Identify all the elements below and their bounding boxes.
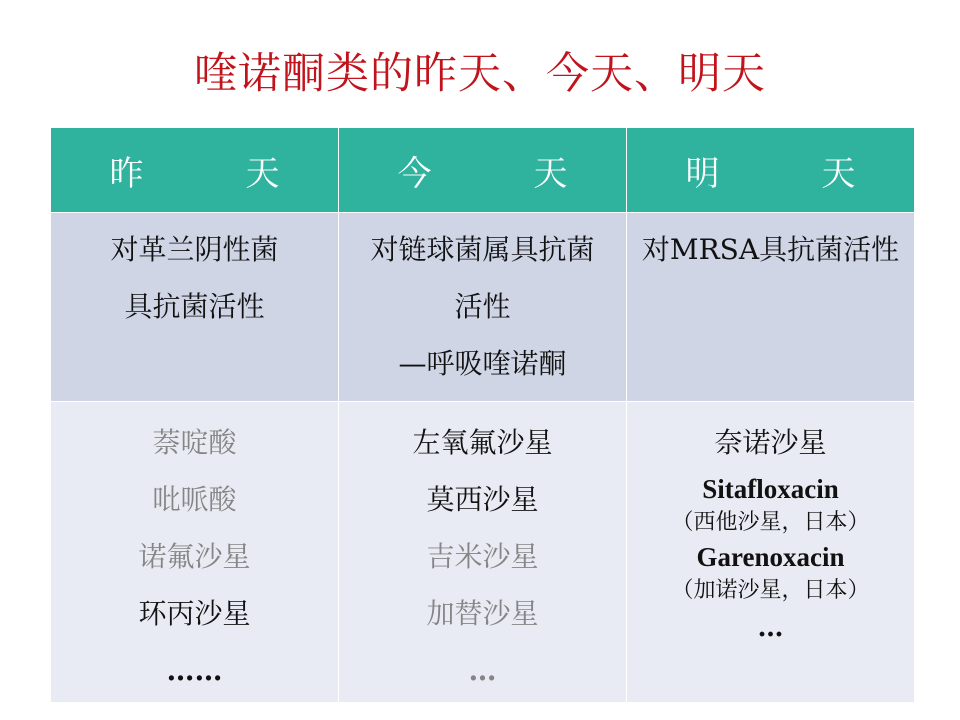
drugs-yesterday-cell [51, 402, 339, 703]
table-header-row [51, 128, 915, 213]
ellipsis: … [757, 613, 784, 643]
slide-title: 喹诺酮类的昨天、今天、明天 [194, 49, 766, 99]
activity-tomorrow-cell [627, 213, 915, 402]
drug-name: 奈诺沙星 [714, 426, 827, 459]
drugs-tomorrow-cell [627, 402, 915, 703]
activity-yesterday-cell [51, 213, 339, 402]
drug-name-english: Sitafloxacin [702, 474, 839, 504]
drugs-row [51, 402, 915, 703]
drug-name: 莫西沙星 [426, 483, 539, 516]
drug-name-english: Garenoxacin [696, 542, 845, 572]
ellipsis: …… [166, 654, 223, 687]
activity-text: 具抗菌活性 [124, 290, 265, 323]
activity-text: 对革兰阴性菌 [110, 233, 279, 266]
header-today: 今 天 [339, 128, 627, 213]
drug-name: 萘啶酸 [152, 426, 237, 459]
drug-name: 加替沙星 [426, 597, 539, 630]
header-yesterday: 昨 天 [51, 128, 339, 213]
drug-note: （西他沙星，日本） [671, 510, 870, 535]
ellipsis: … [468, 654, 497, 687]
activity-text: 对链球菌属具抗菌 [370, 233, 595, 266]
activity-text: 活性 [454, 290, 511, 323]
drug-name: 吉米沙星 [426, 540, 539, 573]
drugs-today-cell [339, 402, 627, 703]
activity-text: —呼吸喹诺酮 [398, 347, 567, 380]
header-tomorrow: 明 天 [627, 128, 915, 213]
activity-text: 对MRSA具抗菌活性 [641, 233, 900, 266]
drug-name: 吡哌酸 [152, 483, 237, 516]
activity-row [51, 213, 915, 402]
drug-note: （加诺沙星，日本） [671, 578, 870, 603]
comparison-table [50, 127, 915, 703]
drug-name: 环丙沙星 [138, 597, 251, 630]
activity-today-cell [339, 213, 627, 402]
drug-name: 诺氟沙星 [138, 540, 251, 573]
drug-name: 左氧氟沙星 [412, 426, 553, 459]
